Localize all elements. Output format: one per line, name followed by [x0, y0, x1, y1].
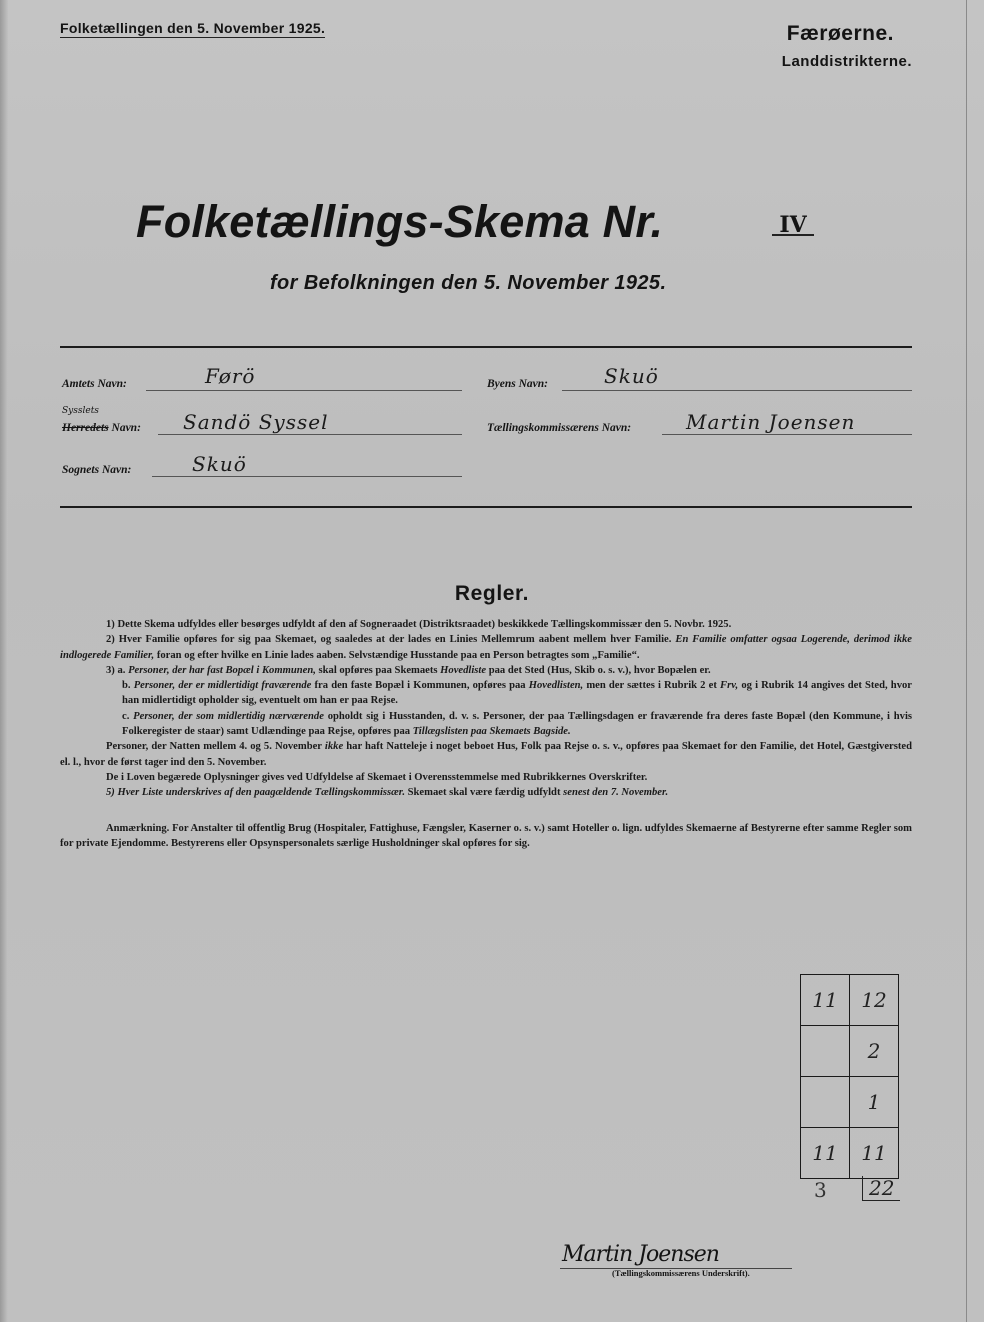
tally-cell: 12	[850, 975, 899, 1026]
signature-caption: (Tællingskommissærens Underskrift).	[612, 1268, 750, 1278]
herred-label-correction: Sysslets	[62, 406, 99, 416]
amt-value: Førö	[205, 364, 256, 388]
tally-cell: 11	[801, 1128, 850, 1179]
amt-label: Amtets Navn:	[62, 378, 127, 390]
sogn-label: Sognets Navn:	[62, 464, 132, 476]
page-left-edge	[0, 0, 8, 1322]
rule-3c: c. Personer, der som midlertidig nærværende opholdt sig i Husstanden, d. v. s. Personer, der paa Tællingsdagen er fraværende fra deres faste Bopæl (den Kommune, i hvis Folkeregister de staar) samt Udlændinge paa Rejse, opføres paa Tillægslisten paa Skemaets Bagside.	[122, 710, 913, 738]
by-label: Byens Navn:	[487, 378, 549, 390]
kommissaer-value: Martin Joensen	[686, 410, 856, 434]
table-row	[801, 1077, 899, 1128]
tally-cell	[801, 1026, 850, 1077]
rule-4: De i Loven begærede Oplysninger gives ved Udfyldelse af Skemaet i Overensstemmelse med Rubrikkernes Overskrifter.	[106, 771, 648, 783]
rule-1: 1) Dette Skema udfyldes eller besørges udfyldt af den af Sogneraadet (Distriktsraadet) beskikkede Tællingskommissær den 5. Novbr. 1925.	[106, 619, 732, 630]
tally-total-right: 22	[862, 1176, 900, 1201]
top-divider	[60, 346, 912, 348]
tally-cell: 11	[801, 975, 850, 1026]
herred-label-struck: Herredets	[62, 422, 109, 434]
by-value: Skuö	[604, 364, 659, 388]
tally-total-left: 3	[814, 1178, 827, 1202]
sogn-value: Skuö	[192, 452, 247, 476]
herred-value: Sandö Syssel	[183, 410, 329, 434]
amt-line	[146, 390, 462, 391]
table-row	[801, 1026, 899, 1077]
note: Anmærkning. For Anstalter til offentlig Brug (Hospitaler, Fattighuse, Fængsler, Kaserner o. s. v.) samt Hoteller o. lign. udfyldes Skemaerne af Bestyrerne efter samme Regler som for private Ejendomme. Bestyrerens eller Opsynspersonalets særlige Husholdninger skal opføres for sig.	[60, 822, 912, 849]
herred-line	[158, 434, 462, 435]
kommissaer-line	[662, 434, 912, 435]
form-title: Folketællings-Skema Nr.	[136, 196, 664, 247]
bottom-divider	[60, 506, 912, 508]
herred-label	[62, 422, 141, 434]
signature: Martin Joensen	[562, 1242, 719, 1267]
rules-body	[60, 617, 912, 851]
herred-label-suffix: Navn:	[111, 422, 141, 434]
table-row	[801, 975, 899, 1026]
tally-table	[800, 974, 899, 1179]
rule-3d: Personer, der Natten mellem 4. og 5. November ikke har haft Natteleje i noget beboet Hus, Folk paa Rejse o. s. v., opføres paa Skemaet for den Familie, det Hotel, Gæstgiversted el. l., hvor de først tager ind den 5. November.	[60, 741, 913, 768]
header-district: Landdistrikterne.	[781, 53, 912, 70]
rule-3a: 3) a. Personer, der har fast Bopæl i Kommunen, skal opføres paa Skemaets Hovedliste paa det Sted (Hus, Skib o. s. v.), hvor Bopælen er.	[106, 664, 711, 676]
sogn-line	[152, 476, 462, 477]
form-subtitle: for Befolkningen den 5. November 1925.	[270, 272, 667, 294]
rule-3b: b. Personer, der er midlertidigt fraværende fra den faste Bopæl i Kommunen, opføres paa Hovedlisten, men der sættes i Rubrik 2 et Frv, og i Rubrik 14 angives det Sted, hvor han midlertidigt opholder sig, eventuelt om han er paa Rejse.	[122, 680, 912, 707]
table-row	[801, 1128, 899, 1179]
page-right-edge	[966, 0, 967, 1322]
rule-5: 5) Hver Liste underskrives af den paagældende Tællingskommissær. Skemaet skal være færdig udfyldt senest den 7. November.	[106, 787, 669, 799]
header-region: Færøerne.	[786, 22, 894, 45]
header-census-date: Folketællingen den 5. November 1925.	[60, 20, 326, 36]
tally-cell: 11	[850, 1128, 899, 1179]
form-number: IV	[772, 216, 814, 236]
kommissaer-label: Tællingskommissærens Navn:	[487, 422, 632, 434]
tally-cell: 2	[850, 1026, 899, 1077]
rules-title: Regler.	[454, 582, 530, 605]
tally-cell: 1	[850, 1077, 899, 1128]
tally-cell	[801, 1077, 850, 1128]
rule-2: 2) Hver Familie opføres for sig paa Skemaet, og saaledes at der lades en Linies Mellemrum aabent mellem hver Familie. En Familie omfatter ogsaa Logerende, derimod ikke indlogerede Familier, foran og efter hvilke en Linie lades aaben. Selvstændige Husstande paa en Person betragtes som „Familie“.	[60, 634, 912, 661]
by-line	[562, 390, 912, 391]
